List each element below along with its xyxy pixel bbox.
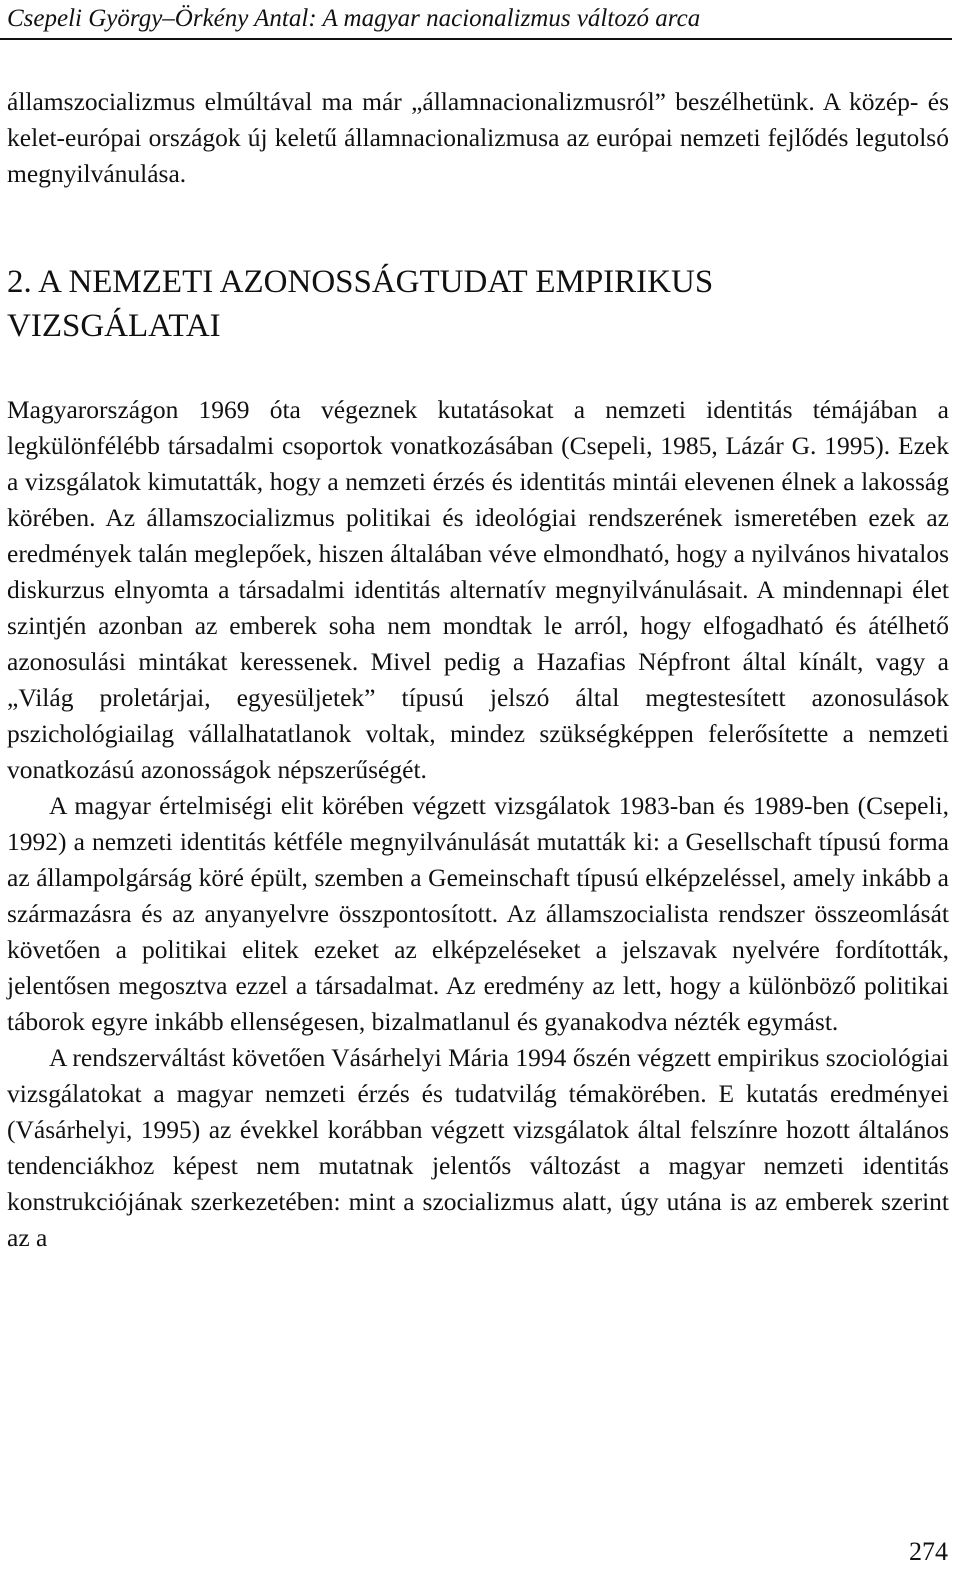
section-heading: 2. A NEMZETI AZONOSSÁGTUDAT EMPIRIKUS VIZSGÁLATAI xyxy=(7,264,714,344)
paragraph-1: Magyarországon 1969 óta végeznek kutatásokat a nemzeti identitás témájában a legkülönfélébb társadalmi csoportok vonatkozásában (Csepeli, 1985, Lázár G. 1995). Ezek a vizsgálatok kimutatták, hogy a nemzeti érzés és identitás mintái elevenen élnek a lakosság körében. Az államszocializmus politikai és ideológiai rendszerének ismeretében ezek az eredmények talán meglepőek, hiszen általában véve elmondható, hogy a nyilvános hivatalos diskurzus elnyomta a társadalmi identitás alternatív megnyilvánulásait. A mindennapi élet szintjén azonban az emberek soha nem mondtak le arról, hogy elfogadható és átélhető azonosulási mintákat keressenek. Mivel pedig a Hazafias Népfront által kínált, vagy a „Világ proletárjai, egyesüljetek” típusú jelszó által megtestesített azonosulások pszichológiailag vállalhatatlanok voltak, mindez szükségképpen felerősítette a nemzeti vonatkozású azonosságok népszerűségét. xyxy=(7,395,949,784)
paragraph-3: A rendszerváltást követően Vásárhelyi Mária 1994 őszén végzett empirikus szociológiai vizsgálatokat a magyar nemzeti érzés és tudatvilág témakörében. E kutatás eredményei (Vásárhelyi, 1995) az évekkel korábban végzett vizsgálatok által felszínre hozott általános tendenciákhoz képest nem mutatnak jelentős változást a magyar nemzeti identitás konstrukciójának szerkezetében: mint a szocializmus alatt, úgy utána is az emberek szerint az a xyxy=(7,1043,949,1252)
paragraph-2: A magyar értelmiségi elit körében végzett vizsgálatok 1983-ban és 1989-ben (Csepeli, 1992) a nemzeti identitás kétféle megnyilvánulását mutatták ki: a Gesellschaft típusú forma az állampolgárság köré épült, szemben a Gemeinschaft típusú elképzeléssel, amely inkább a származásra és az anyanyelvre összpontosított. Az államszocialista rendszer összeomlását követően a politikai elitek ezeket az elképzeléseket a jelszavak nyelvére fordították, jelentősen megosztva ezzel a társadalmat. Az eredmény az lett, hogy a különböző politikai táborok egyre inkább ellenségesen, bizalmatlanul és gyanakodva nézték egymást. xyxy=(7,791,949,1036)
page-number: 274 xyxy=(909,1537,948,1566)
intro-paragraph: államszocializmus elmúltával ma már „államnacionalizmusról” beszélhetünk. A közép- és kelet-európai országok új keletű államnacionalizmusa az európai nemzeti fejlődés legutolsó megnyilvánulása. xyxy=(7,87,949,188)
page-body xyxy=(7,84,949,1256)
running-header: Csepeli György–Örkény Antal: A magyar nacionalizmus változó arca xyxy=(7,5,701,32)
header-rule xyxy=(0,38,952,40)
